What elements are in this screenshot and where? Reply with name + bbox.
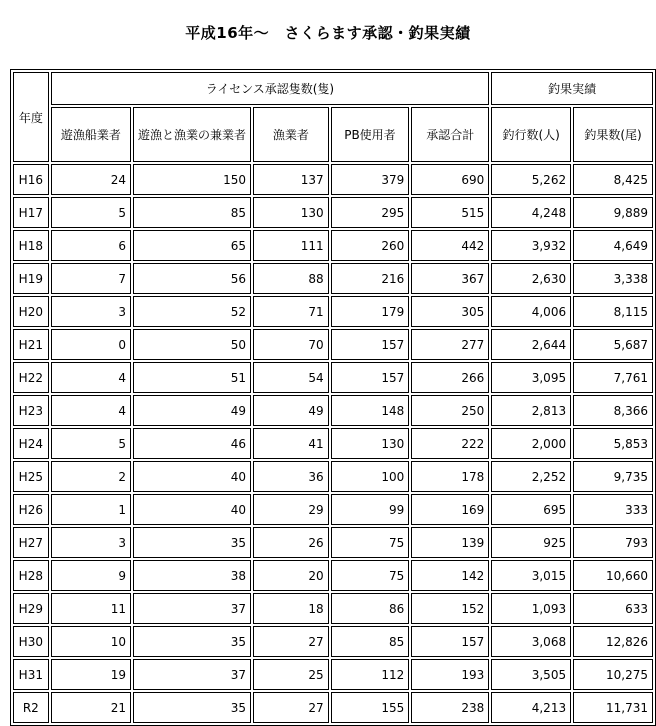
value-cell: 1,093 bbox=[491, 593, 571, 624]
value-cell: 40 bbox=[133, 494, 251, 525]
value-cell: 150 bbox=[133, 164, 251, 195]
year-cell: H17 bbox=[13, 197, 49, 228]
table-row bbox=[13, 560, 653, 591]
year-cell: H22 bbox=[13, 362, 49, 393]
table-row bbox=[13, 197, 653, 228]
year-cell: H23 bbox=[13, 395, 49, 426]
value-cell: 35 bbox=[133, 692, 251, 723]
value-cell: 1 bbox=[51, 494, 131, 525]
value-cell: 10,275 bbox=[573, 659, 653, 690]
value-cell: 216 bbox=[331, 263, 410, 294]
value-cell: 515 bbox=[411, 197, 489, 228]
value-cell: 9 bbox=[51, 560, 131, 591]
value-cell: 3 bbox=[51, 527, 131, 558]
year-cell: H19 bbox=[13, 263, 49, 294]
value-cell: 4,649 bbox=[573, 230, 653, 261]
value-cell: 8,115 bbox=[573, 296, 653, 327]
license-group-header: ライセンス承認隻数(隻) bbox=[51, 72, 490, 105]
value-cell: 86 bbox=[331, 593, 410, 624]
value-cell: 193 bbox=[411, 659, 489, 690]
value-cell: 633 bbox=[573, 593, 653, 624]
value-cell: 10 bbox=[51, 626, 131, 657]
table-row bbox=[13, 395, 653, 426]
value-cell: 4,248 bbox=[491, 197, 571, 228]
value-cell: 56 bbox=[133, 263, 251, 294]
value-cell: 305 bbox=[411, 296, 489, 327]
value-cell: 4,006 bbox=[491, 296, 571, 327]
value-cell: 8,366 bbox=[573, 395, 653, 426]
value-cell: 690 bbox=[411, 164, 489, 195]
value-cell: 3 bbox=[51, 296, 131, 327]
value-cell: 35 bbox=[133, 527, 251, 558]
year-cell: H24 bbox=[13, 428, 49, 459]
value-cell: 52 bbox=[133, 296, 251, 327]
page-title: 平成16年～ さくらます承認・釣果実績 bbox=[185, 24, 471, 42]
year-cell: H21 bbox=[13, 329, 49, 360]
value-cell: 295 bbox=[331, 197, 410, 228]
value-cell: 27 bbox=[253, 692, 329, 723]
year-cell: H29 bbox=[13, 593, 49, 624]
value-cell: 4,213 bbox=[491, 692, 571, 723]
value-cell: 100 bbox=[331, 461, 410, 492]
value-cell: 130 bbox=[331, 428, 410, 459]
value-cell: 3,932 bbox=[491, 230, 571, 261]
value-cell: 139 bbox=[411, 527, 489, 558]
value-cell: 5 bbox=[51, 197, 131, 228]
value-cell: 49 bbox=[253, 395, 329, 426]
results-table bbox=[10, 69, 656, 726]
value-cell: 2,000 bbox=[491, 428, 571, 459]
value-cell: 5,262 bbox=[491, 164, 571, 195]
year-cell: H18 bbox=[13, 230, 49, 261]
value-cell: 85 bbox=[133, 197, 251, 228]
value-cell: 3,338 bbox=[573, 263, 653, 294]
year-cell: H31 bbox=[13, 659, 49, 690]
table-row bbox=[13, 626, 653, 657]
value-cell: 65 bbox=[133, 230, 251, 261]
value-cell: 85 bbox=[331, 626, 410, 657]
value-cell: 9,735 bbox=[573, 461, 653, 492]
year-cell: H28 bbox=[13, 560, 49, 591]
value-cell: 51 bbox=[133, 362, 251, 393]
table-row bbox=[13, 494, 653, 525]
value-cell: 4 bbox=[51, 395, 131, 426]
table-row bbox=[13, 263, 653, 294]
value-cell: 21 bbox=[51, 692, 131, 723]
value-cell: 0 bbox=[51, 329, 131, 360]
value-cell: 40 bbox=[133, 461, 251, 492]
value-cell: 7,761 bbox=[573, 362, 653, 393]
value-cell: 70 bbox=[253, 329, 329, 360]
table-row bbox=[13, 428, 653, 459]
value-cell: 277 bbox=[411, 329, 489, 360]
year-cell: R2 bbox=[13, 692, 49, 723]
value-cell: 8,425 bbox=[573, 164, 653, 195]
table-row bbox=[13, 461, 653, 492]
table-row bbox=[13, 692, 653, 723]
value-cell: 26 bbox=[253, 527, 329, 558]
year-cell: H26 bbox=[13, 494, 49, 525]
value-cell: 155 bbox=[331, 692, 410, 723]
value-cell: 5,853 bbox=[573, 428, 653, 459]
value-cell: 148 bbox=[331, 395, 410, 426]
table-row bbox=[13, 362, 653, 393]
value-cell: 54 bbox=[253, 362, 329, 393]
table-row bbox=[13, 296, 653, 327]
value-cell: 695 bbox=[491, 494, 571, 525]
value-cell: 2,644 bbox=[491, 329, 571, 360]
value-cell: 3,068 bbox=[491, 626, 571, 657]
value-cell: 442 bbox=[411, 230, 489, 261]
value-cell: 142 bbox=[411, 560, 489, 591]
col-header-trips: 釣行数(人) bbox=[491, 107, 571, 162]
value-cell: 49 bbox=[133, 395, 251, 426]
col-header-total: 承認合計 bbox=[411, 107, 489, 162]
value-cell: 2,630 bbox=[491, 263, 571, 294]
value-cell: 38 bbox=[133, 560, 251, 591]
table-row bbox=[13, 527, 653, 558]
value-cell: 157 bbox=[331, 362, 410, 393]
value-cell: 99 bbox=[331, 494, 410, 525]
value-cell: 179 bbox=[331, 296, 410, 327]
value-cell: 41 bbox=[253, 428, 329, 459]
table-row bbox=[13, 593, 653, 624]
value-cell: 137 bbox=[253, 164, 329, 195]
value-cell: 112 bbox=[331, 659, 410, 690]
value-cell: 9,889 bbox=[573, 197, 653, 228]
value-cell: 2,252 bbox=[491, 461, 571, 492]
value-cell: 24 bbox=[51, 164, 131, 195]
value-cell: 36 bbox=[253, 461, 329, 492]
value-cell: 75 bbox=[331, 560, 410, 591]
value-cell: 25 bbox=[253, 659, 329, 690]
value-cell: 4 bbox=[51, 362, 131, 393]
value-cell: 157 bbox=[331, 329, 410, 360]
year-cell: H20 bbox=[13, 296, 49, 327]
value-cell: 11,731 bbox=[573, 692, 653, 723]
table-row bbox=[13, 329, 653, 360]
col-header-combined: 遊漁と漁業の兼業者 bbox=[133, 107, 251, 162]
table-row bbox=[13, 164, 653, 195]
value-cell: 3,095 bbox=[491, 362, 571, 393]
value-cell: 152 bbox=[411, 593, 489, 624]
value-cell: 35 bbox=[133, 626, 251, 657]
table-row bbox=[13, 659, 653, 690]
col-header-pb-users: PB使用者 bbox=[331, 107, 410, 162]
value-cell: 178 bbox=[411, 461, 489, 492]
value-cell: 2,813 bbox=[491, 395, 571, 426]
value-cell: 157 bbox=[411, 626, 489, 657]
value-cell: 71 bbox=[253, 296, 329, 327]
value-cell: 5 bbox=[51, 428, 131, 459]
value-cell: 250 bbox=[411, 395, 489, 426]
value-cell: 37 bbox=[133, 659, 251, 690]
value-cell: 266 bbox=[411, 362, 489, 393]
value-cell: 18 bbox=[253, 593, 329, 624]
year-header: 年度 bbox=[13, 72, 49, 162]
value-cell: 19 bbox=[51, 659, 131, 690]
value-cell: 6 bbox=[51, 230, 131, 261]
year-cell: H25 bbox=[13, 461, 49, 492]
value-cell: 5,687 bbox=[573, 329, 653, 360]
value-cell: 333 bbox=[573, 494, 653, 525]
value-cell: 29 bbox=[253, 494, 329, 525]
col-header-catch: 釣果数(尾) bbox=[573, 107, 653, 162]
value-cell: 88 bbox=[253, 263, 329, 294]
value-cell: 10,660 bbox=[573, 560, 653, 591]
col-header-fishermen: 漁業者 bbox=[253, 107, 329, 162]
value-cell: 169 bbox=[411, 494, 489, 525]
value-cell: 793 bbox=[573, 527, 653, 558]
value-cell: 260 bbox=[331, 230, 410, 261]
value-cell: 20 bbox=[253, 560, 329, 591]
year-cell: H16 bbox=[13, 164, 49, 195]
value-cell: 12,826 bbox=[573, 626, 653, 657]
value-cell: 3,015 bbox=[491, 560, 571, 591]
value-cell: 379 bbox=[331, 164, 410, 195]
value-cell: 50 bbox=[133, 329, 251, 360]
table-row bbox=[13, 230, 653, 261]
value-cell: 11 bbox=[51, 593, 131, 624]
value-cell: 75 bbox=[331, 527, 410, 558]
year-cell: H30 bbox=[13, 626, 49, 657]
catch-group-header: 釣果実績 bbox=[491, 72, 653, 105]
value-cell: 37 bbox=[133, 593, 251, 624]
value-cell: 925 bbox=[491, 527, 571, 558]
value-cell: 130 bbox=[253, 197, 329, 228]
value-cell: 46 bbox=[133, 428, 251, 459]
value-cell: 7 bbox=[51, 263, 131, 294]
value-cell: 3,505 bbox=[491, 659, 571, 690]
value-cell: 2 bbox=[51, 461, 131, 492]
value-cell: 27 bbox=[253, 626, 329, 657]
value-cell: 222 bbox=[411, 428, 489, 459]
value-cell: 111 bbox=[253, 230, 329, 261]
value-cell: 238 bbox=[411, 692, 489, 723]
year-cell: H27 bbox=[13, 527, 49, 558]
col-header-charter: 遊漁船業者 bbox=[51, 107, 131, 162]
value-cell: 367 bbox=[411, 263, 489, 294]
